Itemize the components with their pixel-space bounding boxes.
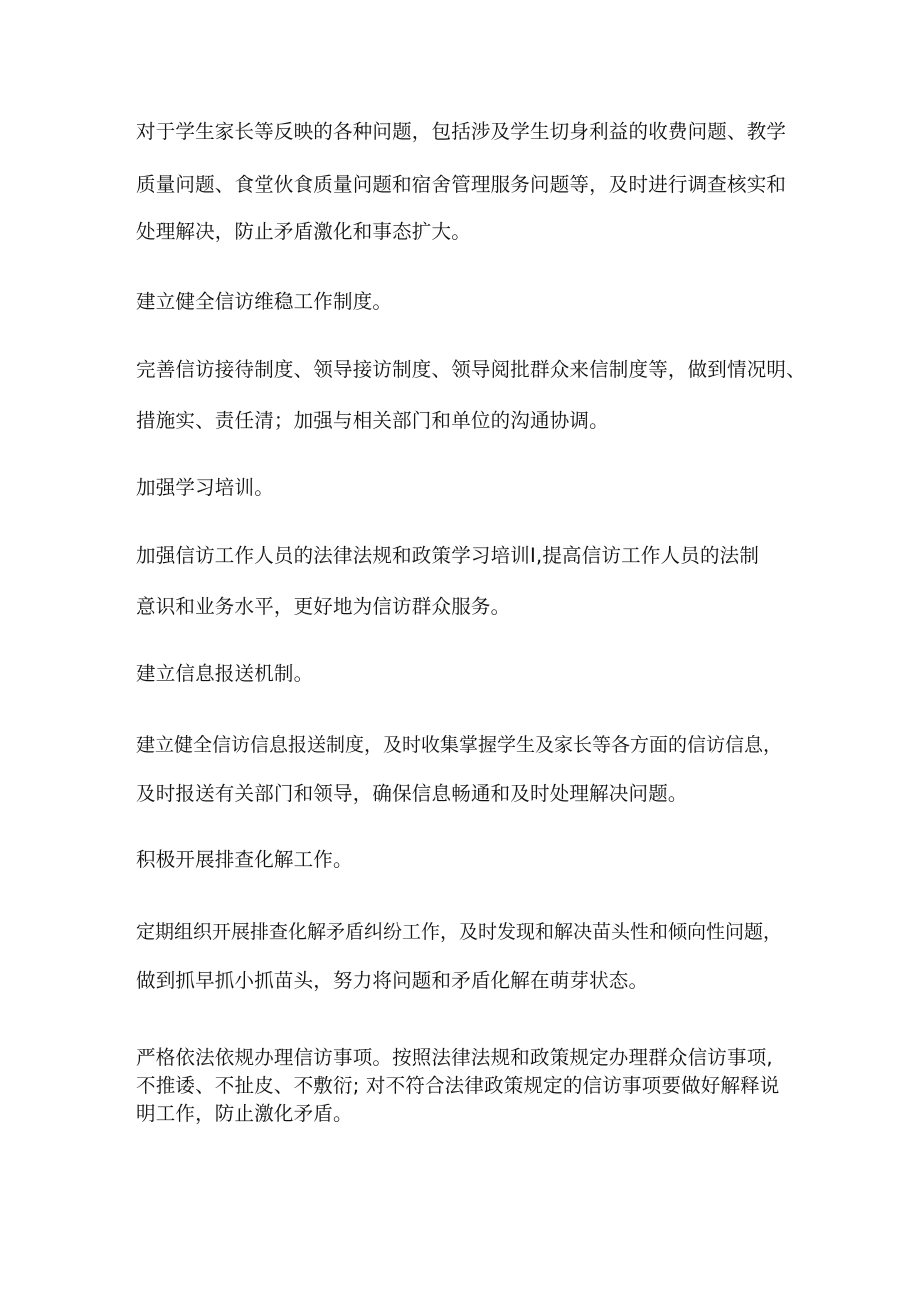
paragraph-3-line-2: 意识和业务水平，更好地为信访群众服务。 bbox=[136, 595, 511, 618]
paragraph-2-line-1: 完善信访接待制度、领导接访制度、领导阅批群众来信制度等，做到情况明、 bbox=[136, 358, 806, 381]
section-heading-3: 建立信息报送机制。 bbox=[136, 662, 314, 685]
paragraph-5-line-2: 做到抓早抓小抓苗头，努力将问题和矛盾化解在萌芽状态。 bbox=[136, 969, 649, 992]
paragraph-4-line-1: 建立健全信访信息报送制度，及时收集掌握学生及家长等各方面的信访信息， bbox=[136, 734, 783, 756]
paragraph-4-line-2: 及时报送有关部门和领导，确保信息畅通和及时处理解决问题。 bbox=[136, 782, 688, 805]
paragraph-6-line-2: 不推诿、不扯皮、不敷衍; 对不符合法律政策规定的信访事项要做好解释说 bbox=[136, 1074, 780, 1097]
paragraph-5-line-1: 定期组织开展排查化解矛盾纠纷工作，及时发现和解决苗头性和倾向性问题， bbox=[136, 921, 783, 943]
paragraph-3-line-1: 加强信访工作人员的法律法规和政策学习培训Ⅰ,提高信访工作人员的法制 bbox=[136, 544, 760, 567]
paragraph-1-line-1: 对于学生家长等反映的各种问题，包括涉及学生切身利益的收费问题、教学 bbox=[136, 120, 787, 143]
paragraph-6-line-3: 明工作，防止激化矛盾。 bbox=[136, 1102, 353, 1125]
section-heading-1: 建立健全信访维稳工作制度。 bbox=[136, 290, 393, 313]
paragraph-2-line-2: 措施实、责任清；加强与相关部门和单位的沟通协调。 bbox=[136, 409, 609, 432]
section-heading-2: 加强学习培训。 bbox=[136, 476, 274, 499]
paragraph-1-line-3: 处理解决，防止矛盾激化和事态扩大。 bbox=[136, 220, 471, 243]
paragraph-1-line-2: 质量问题、食堂伙食质量问题和宿舍管理服务问题等，及时进行调查核实和 bbox=[136, 173, 787, 196]
paragraph-6-line-1: 严格依法依规办理信访事项。按照法律法规和政策规定办理群众信访事项, bbox=[136, 1046, 773, 1069]
section-heading-4: 积极开展排查化解工作。 bbox=[136, 848, 353, 871]
